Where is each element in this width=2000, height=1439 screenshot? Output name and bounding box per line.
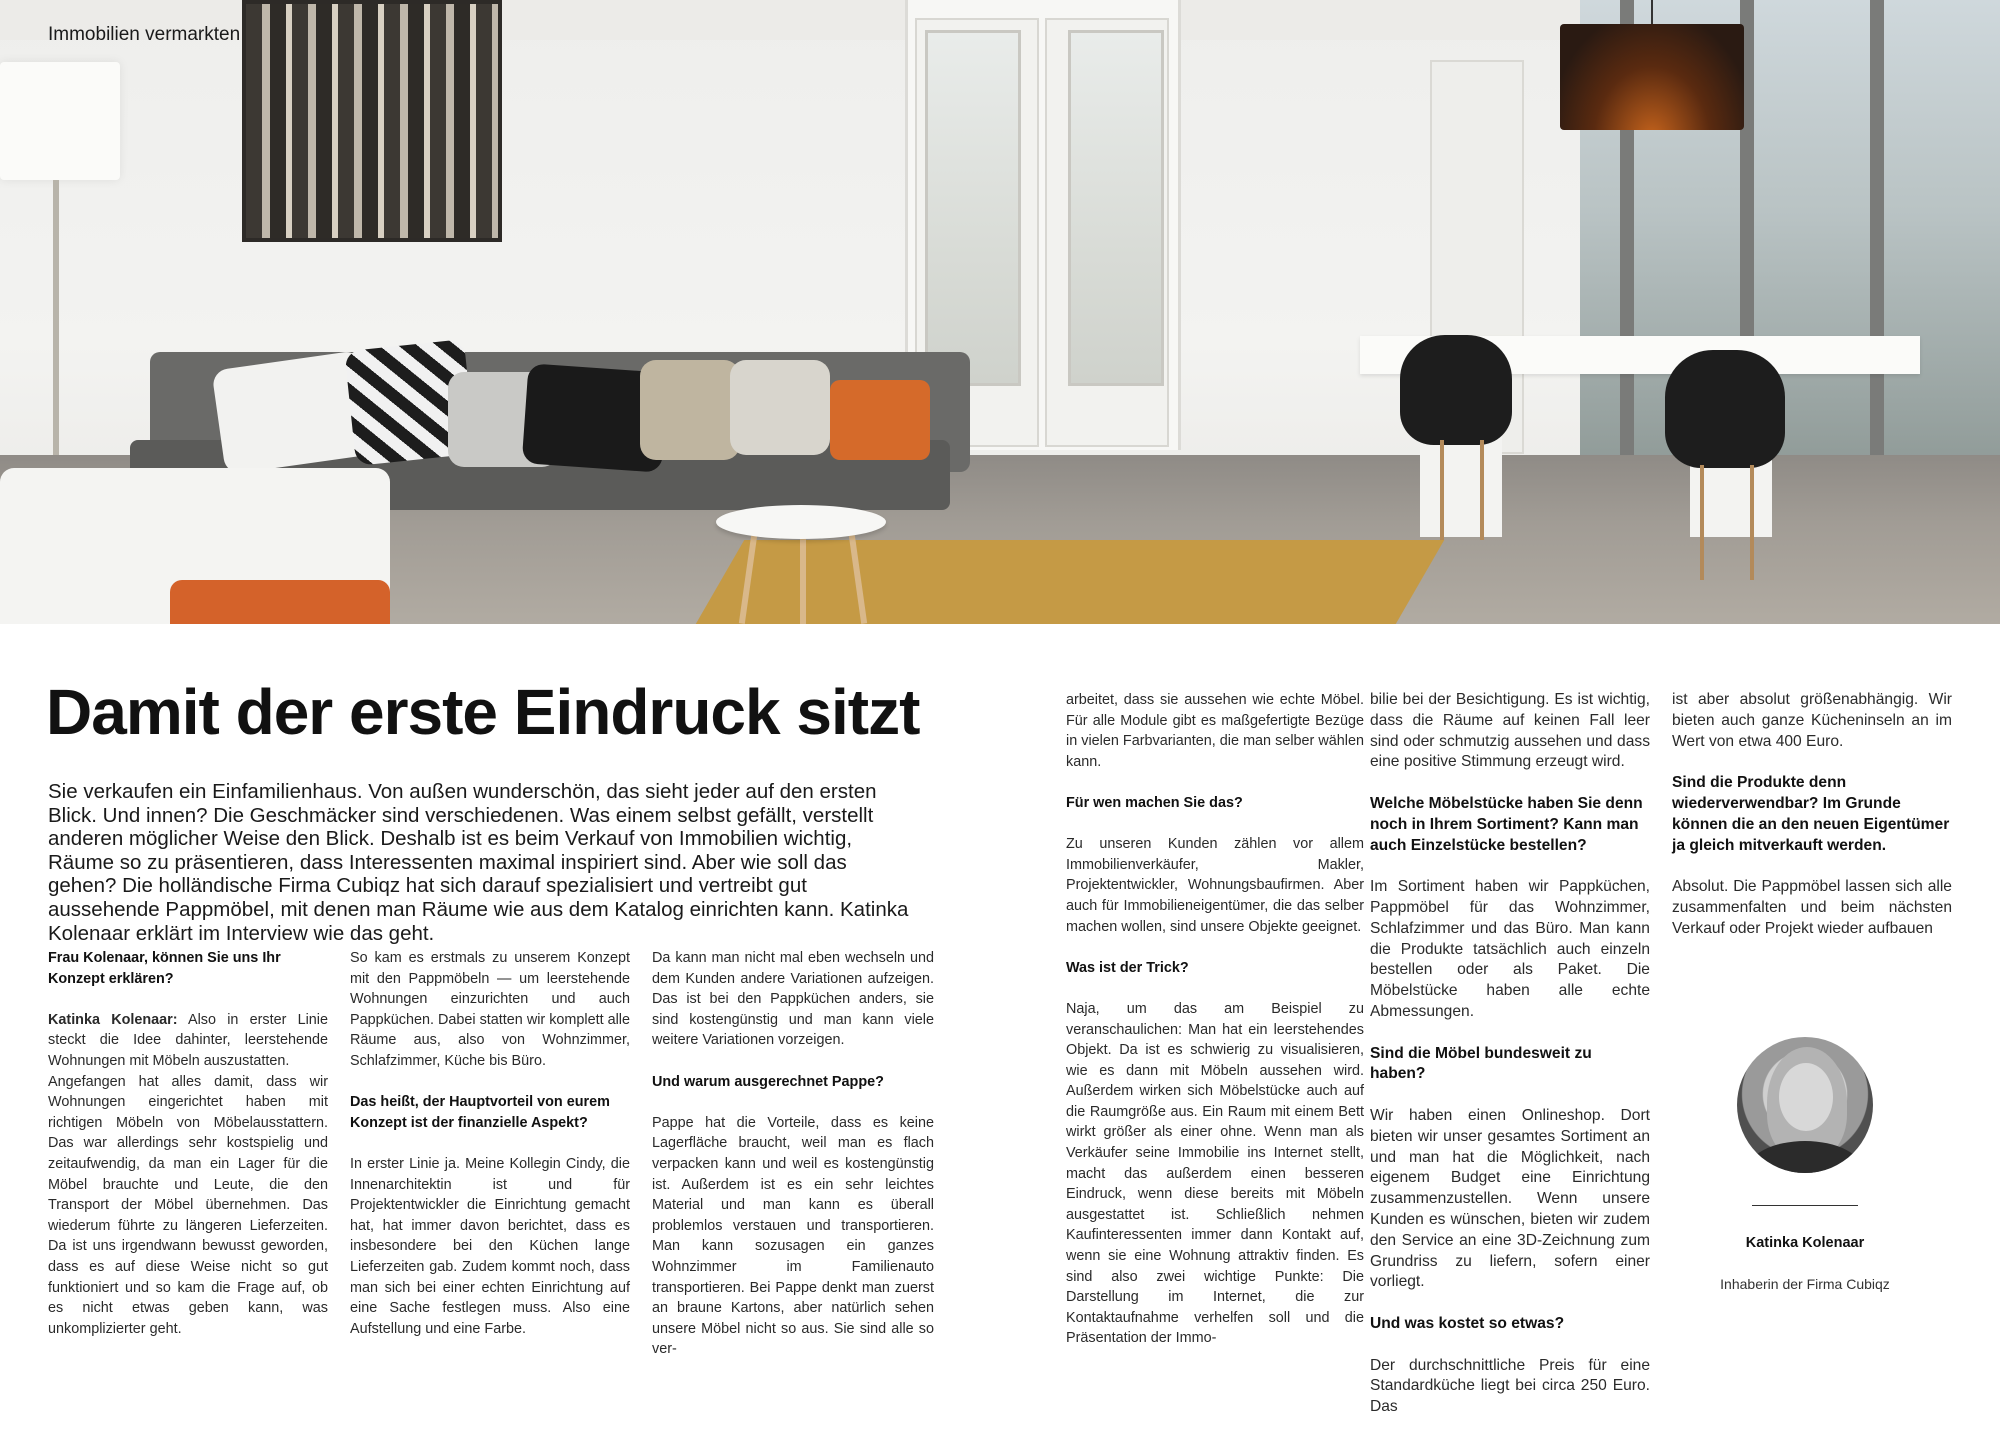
- table-leg: [800, 535, 806, 624]
- door-glass-left: [925, 30, 1021, 386]
- answer: Da kann man nicht mal eben wechseln und dem Kunden andere Variationen aufzeigen. Das ist bei den Pappküchen anders, sie sind kostengünstig und man kann viele weitere Variationen vorzeigen.: [652, 950, 934, 1049]
- answer: In erster Linie ja. Meine Kollegin Cindy, die Innenarchitektin ist und für Projektentwickler die Einrichtung gemacht hat, hat immer davon berichtet, dass es insbesondere bei den Küchen lange Lieferzeiten gab. Zudem kommt noch, dass man sich bei einer echten Einrichtung auf eine Sache festlegen muss. Also eine Aufstellung und eine Farbe.: [350, 1155, 630, 1337]
- question: Sind die Produkte denn wiederverwendbar? Im Grunde können die an den neuen Eigentümer ja gleich mitverkauft werden.: [1672, 774, 1950, 854]
- door-glass-right: [1068, 30, 1164, 386]
- answer: ist aber absolut größenabhängig. Wir bieten auch ganze Kücheninseln an im Wert von etwa 400 Euro.: [1672, 691, 1952, 750]
- question: Für wen machen Sie das?: [1066, 794, 1243, 811]
- question: Und was kostet so etwas?: [1370, 1314, 1565, 1332]
- text-column-6: [1672, 690, 1952, 960]
- answer: Zu unseren Kunden zählen vor allem Immobilienverkäufer, Makler, Projektentwickler, Wohnungsbaufirmen. Aber auch für Immobilieneigentümer, die das selber machen wollen, sind unsere Objekte geeignet.: [1066, 836, 1364, 935]
- answer: arbeitet, dass sie aussehen wie echte Möbel. Für alle Module gibt es maßgefertigte Bezüge in vielen Farbvarianten, die man selber wählen kann.: [1066, 692, 1364, 770]
- pendant-lamp: [1560, 24, 1744, 130]
- pendant-cord: [1651, 0, 1653, 26]
- text-column-4: [1066, 690, 1364, 1370]
- jute-rug: [696, 540, 1444, 624]
- answer: Wir haben einen Onlineshop. Dort bieten wir unser gesamtes Sortiment an und man hat die Möglichkeit, nach eigenem Budget eine Einrichtung zusammenzustellen. Wenn unsere Kunden es wünschen, bieten wir zudem den Service an eine 3D-Zeichnung zum Grundriss zu liefern, sofern einer vorliegt.: [1370, 1106, 1650, 1291]
- number-wall-art: [242, 0, 502, 242]
- answer: Angefangen hat alles damit, dass wir Wohnungen eingerichtet haben mit richtigen Möbeln von Möbelausstattern. Das war allerdings sehr kostspielig und zeitaufwendig, da man ein Lager für die Möbel brauchte und Leute, die den Transport der Möbel übernehmen. Das wiederum führte zu längeren Lieferzeiten. Da ist uns irgendwann bewusst geworden, dass es auf diese Weise nicht so gut funktioniert und so kam die Frage auf, ob es nicht etwas geben kann, was unkomplizierter geht.: [48, 1073, 328, 1337]
- floor-lamp-shade: [0, 62, 120, 180]
- portrait-photo: [1737, 1037, 1873, 1173]
- article-lead: Sie verkaufen ein Einfamilienhaus. Von außen wunderschön, das sieht jeder auf den ersten Blick. Und innen? Die Geschmäcker sind verschiedenen. Was einem selbst gefällt, verstellt anderen möglicher Weise den Blick. Deshalb ist es beim Verkauf von Immobilien wichtig, Räume so zu präsentieren, dass Interessenten maximal inspiriert sind. Aber wie soll das gehen? Die holländische Firma Cubiqz hat sich darauf spezialisiert und vertreibt gut aussehende Pappmöbel, mit denen man Räume wie aus dem Katalog einrichten kann. Katinka Kolenaar erklärt im Interview wie das geht.: [48, 780, 909, 945]
- chair-leg: [1440, 440, 1444, 540]
- answer: Der durchschnittliche Preis für eine Standardküche liegt bei circa 250 Euro. Das: [1370, 1356, 1650, 1416]
- answer-speaker: Katinka Kolenaar:: [48, 1011, 178, 1028]
- question: Das heißt, der Hauptvorteil von eurem Konzept ist der finanzielle Aspekt?: [350, 1094, 610, 1131]
- portrait-caption-role: Inhaberin der Firma Cubiqz: [1720, 1276, 1890, 1292]
- question: Sind die Möbel bundesweit zu haben?: [1370, 1044, 1592, 1083]
- floor-lamp-pole: [53, 180, 59, 470]
- portrait-face: [1779, 1063, 1833, 1131]
- armchair-orange-pillow: [170, 580, 390, 624]
- chair-leg: [1750, 465, 1754, 580]
- question: Was ist der Trick?: [1066, 959, 1189, 976]
- pillow-gold: [640, 360, 740, 460]
- answer-text: Also in erster Linie steckt die Idee dahinter, leerstehende Wohnungen mit Möbeln auszustatten.: [48, 1011, 328, 1069]
- question: Und warum ausgerechnet Pappe?: [652, 1073, 884, 1090]
- chair-leg: [1700, 465, 1704, 580]
- portrait-body: [1747, 1141, 1863, 1173]
- answer: Pappe hat die Vorteile, dass es keine Lagerfläche braucht, weil man es flach verpacken kann und weil es kostengünstig ist. Außerdem ist es ein sehr leichtes Material und man kann es überall problemlos verstauen und transportieren. Man kann sozusagen ein ganzes Wohnzimmer im Familienauto transportieren. Bei Pappe denkt man zuerst an braune Kartons, aber natürlich sehen unsere Möbel nicht so aus. Sie sind alle so ver-: [652, 1114, 934, 1358]
- question: Frau Kolenaar, können Sie uns Ihr Konzept erklären?: [48, 950, 281, 987]
- text-column-1: [48, 948, 328, 1360]
- section-tag: Immobilien vermarkten: [48, 24, 241, 45]
- portrait-caption-name: Katinka Kolenaar: [1745, 1235, 1865, 1251]
- answer: bilie bei der Besichtigung. Es ist wichtig, dass die Räume auf keinen Fall leer sind oder schmutzig aussehen und dass eine positive Stimmung erzeugt wird.: [1370, 691, 1650, 771]
- answer: Im Sortiment haben wir Pappküchen, Pappmöbel für das Wohnzimmer, Schlafzimmer und das Büro. Man kann die Produkte tatsächlich auch einzeln bestellen oder als Paket. Die Möbelstücke haben alle echte Abmessungen.: [1370, 878, 1650, 1020]
- dining-chair: [1665, 350, 1785, 468]
- hero-photo-living-room: [0, 0, 2000, 624]
- answer: [48, 1010, 328, 1072]
- article-title: Damit der erste Eindruck sitzt: [46, 676, 920, 748]
- answer: Naja, um das am Beispiel zu veranschaulichen: Man hat ein leerstehendes Objekt. Da ist es schwierig zu visualisieren, wie es dann mit Möbeln aussehen wird. Außerdem wirken sich Möbelstücke auch auf die Raumgröße aus. Ein Raum mit einem Bett wirkt größer als einer ohne. Wenn man als Verkäufer seine Immobilie ins Internet stellt, macht das außerdem einen besseren Eindruck, wenn diese bereits mit Möbeln ausgestattet ist. Schließlich nehmen Kaufinteressenten immer dann Kontakt auf, wenn sie eine Wohnung attraktiv finden. Es sind also zwei wichtige Punkte: Die Darstellung im Internet, die zur Kontaktaufnahme verhelfen soll und die Präsentation der Immo-: [1066, 1000, 1364, 1347]
- pillow-beige: [730, 360, 830, 455]
- dining-chair: [1400, 335, 1512, 445]
- caption-divider: [1752, 1205, 1858, 1206]
- text-column-2: [350, 948, 630, 1360]
- window-mullion: [1870, 0, 1884, 470]
- text-column-5: [1370, 690, 1650, 1439]
- answer: So kam es erstmals zu unserem Konzept mit den Pappmöbeln — um leerstehende Wohnungen einzurichten und auch Pappküchen. Dabei statten wir komplett alle Räume aus, also von Wohnzimmer, Schlafzimmer, Küche bis Büro.: [350, 950, 630, 1069]
- answer: Absolut. Die Pappmöbel lassen sich alle zusammenfalten und beim nächsten Verkauf oder Projekt wieder aufbauen: [1672, 878, 1952, 937]
- text-column-3: [652, 948, 934, 1380]
- question: Welche Möbelstücke haben Sie denn noch in Ihrem Sortiment? Kann man auch Einzelstücke bestellen?: [1370, 794, 1643, 854]
- chair-leg: [1480, 440, 1484, 540]
- orange-throw: [830, 380, 930, 460]
- coffee-table: [716, 505, 886, 539]
